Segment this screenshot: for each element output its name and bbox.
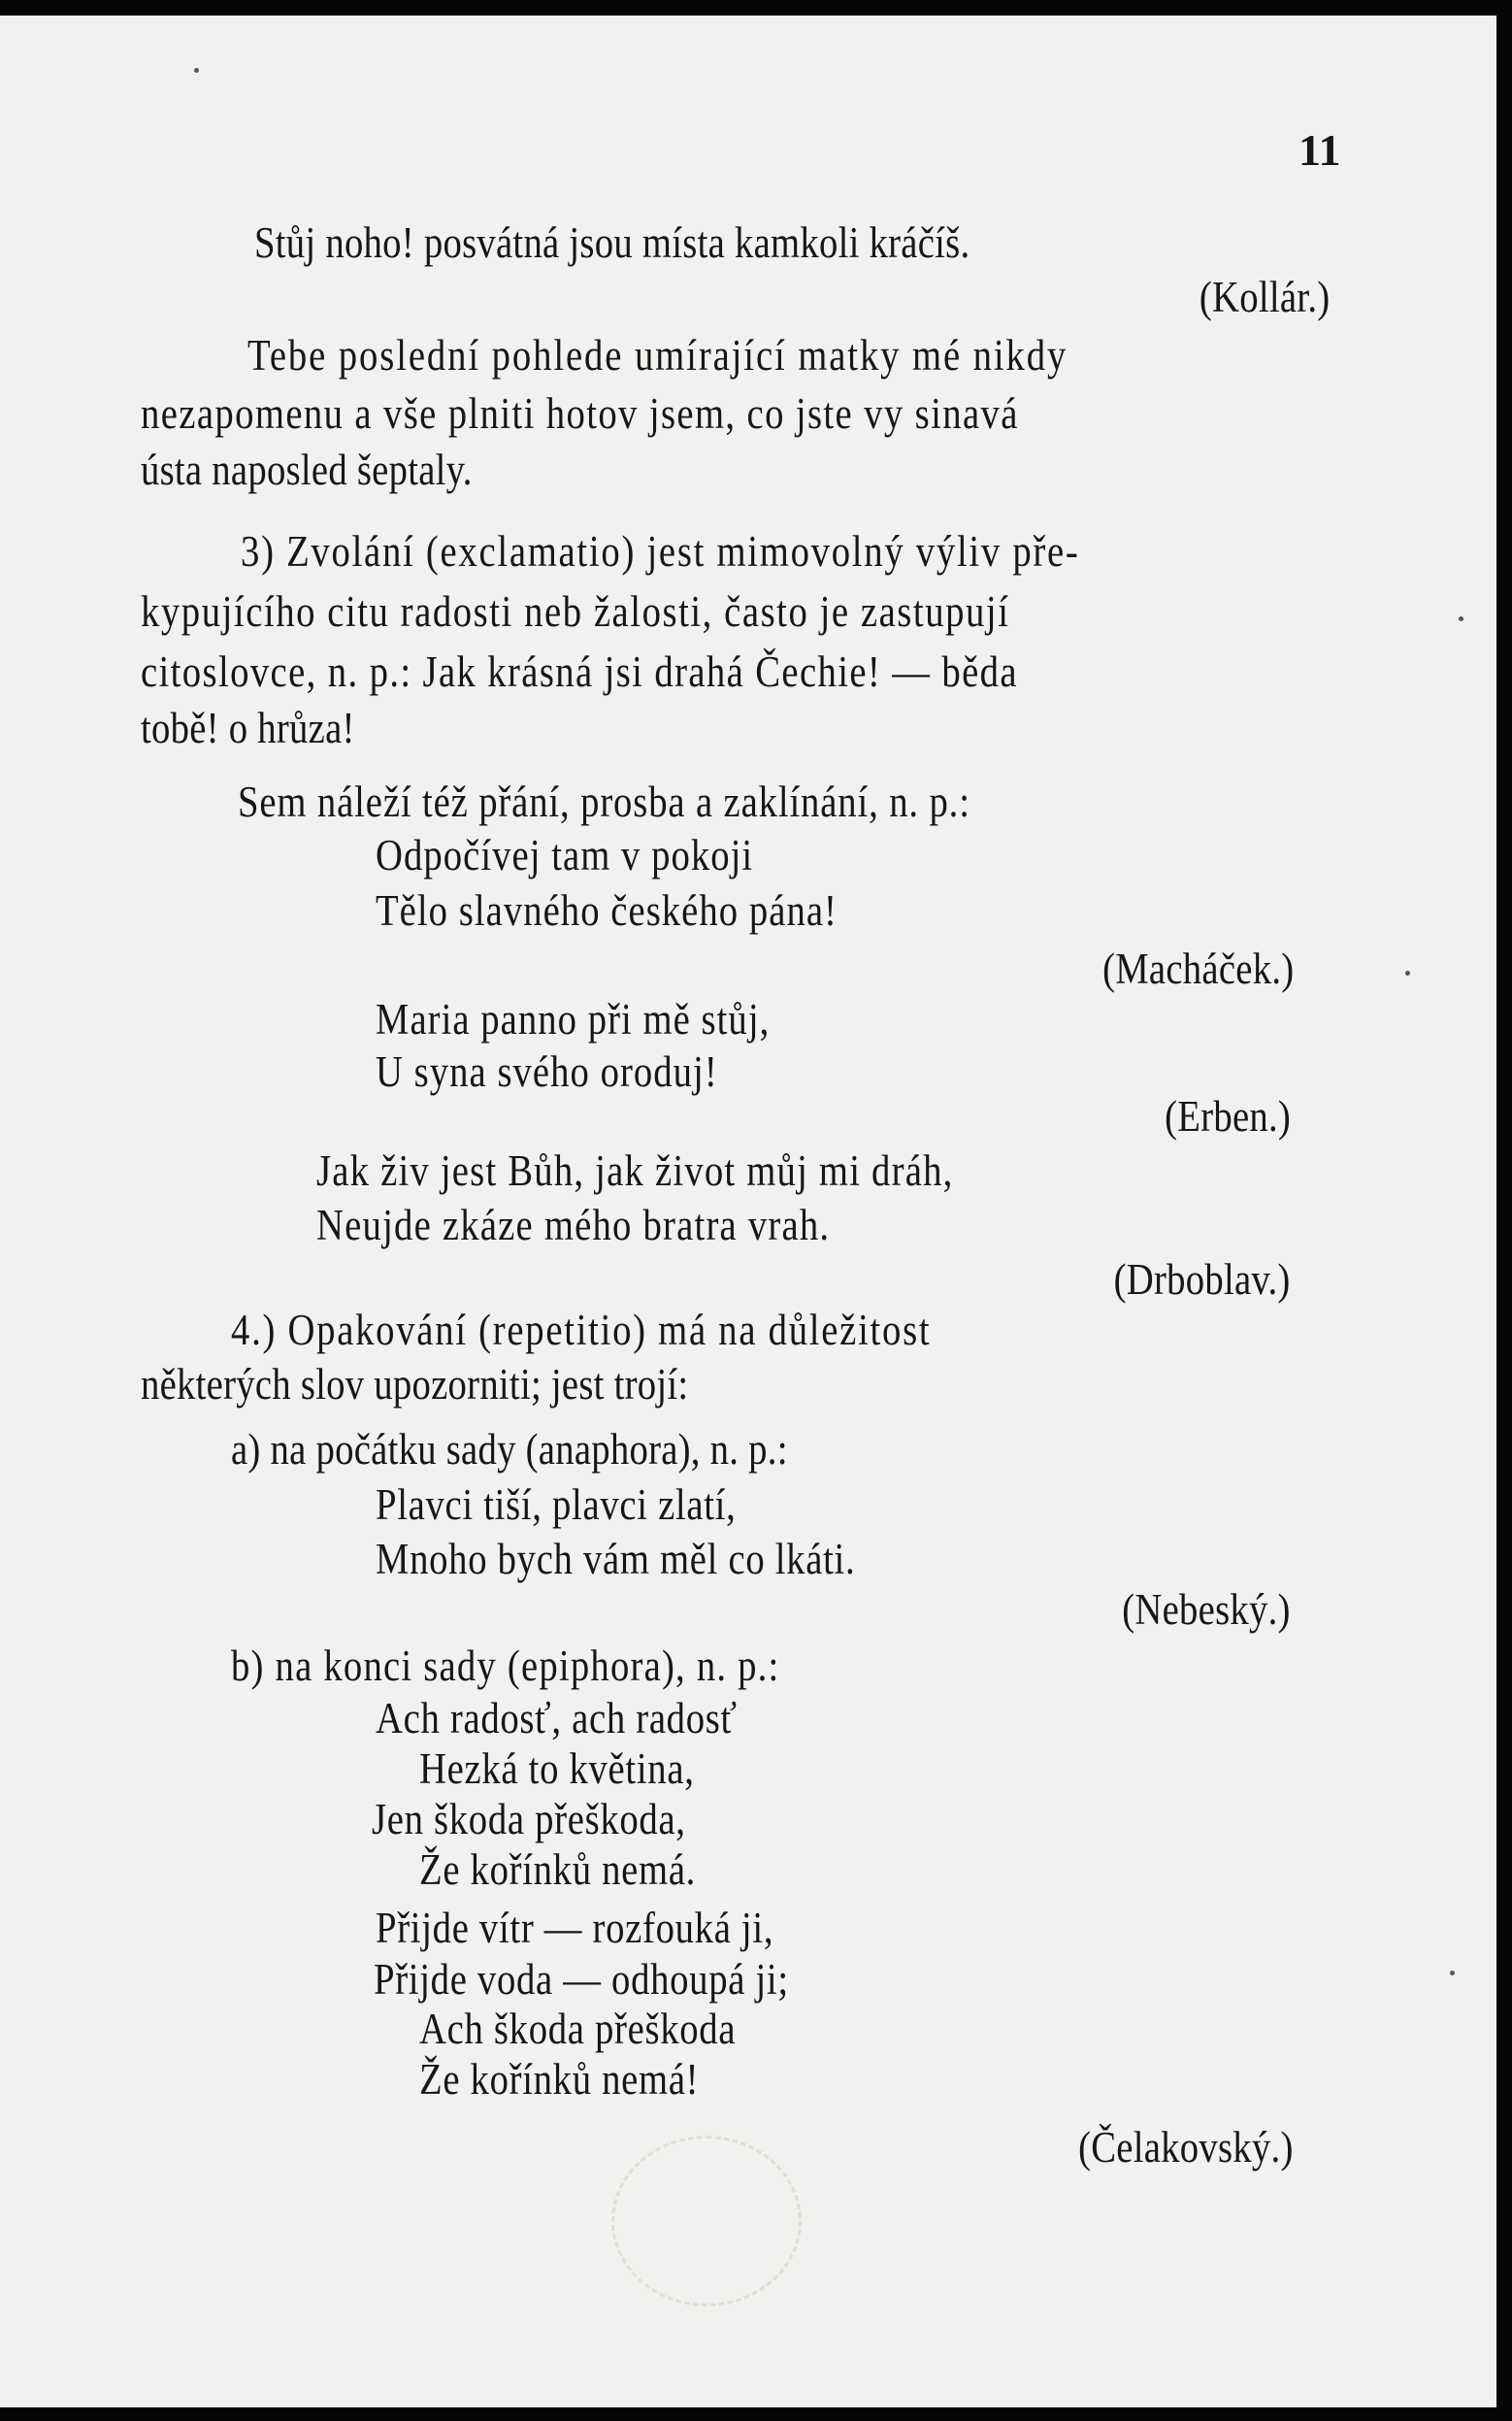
text-line: Sem náleží též přání, prosba a zaklínání, n. p.: <box>238 778 970 826</box>
citation: (Drboblav.) <box>1114 1255 1291 1304</box>
scan-border-right <box>1496 0 1512 2421</box>
scan-border-top <box>0 0 1512 16</box>
verse-line: Že kořínků nemá. <box>419 1845 697 1894</box>
text-line: a) na počátku sady (anaphora), n. p.: <box>231 1425 788 1474</box>
verse-line: Jen škoda přeškoda, <box>372 1795 686 1843</box>
citation: (Erben.) <box>1165 1092 1291 1141</box>
citation: (Čelakovský.) <box>1078 2123 1294 2172</box>
verse-line: Plavci tiší, plavci zlatí, <box>376 1480 737 1529</box>
scan-speck <box>1405 971 1410 976</box>
verse-line: Přijde voda — odhoupá ji; <box>374 1955 789 2004</box>
citation: (Macháček.) <box>1101 945 1294 993</box>
text-line: ústa naposled šeptaly. <box>141 446 473 494</box>
verse-line: Ach škoda přeškoda <box>419 2005 737 2053</box>
text-line: Stůj noho! posvátná jsou místa kamkoli kráčíš. <box>254 218 970 267</box>
verse-line: Ach radosť, ach radosť <box>376 1694 738 1742</box>
verse-line: U syna svého oroduj! <box>376 1047 718 1096</box>
text-line: nezapomenu a vše plniti hotov jsem, co jste vy sinavá <box>141 389 1019 438</box>
scan-speck <box>1459 616 1463 621</box>
verse-line: Odpočívej tam v pokoji <box>376 831 754 879</box>
text-line: 4.) Opakování (repetitio) má na důležitost <box>231 1306 932 1354</box>
verse-line: Maria panno při mě stůj, <box>376 995 771 1044</box>
text-line: 3) Zvolání (exclamatio) jest mimovolný výliv pře- <box>241 527 1080 576</box>
verse-line: Jak živ jest Bůh, jak život můj mi dráh, <box>316 1146 954 1195</box>
scan-border-bottom <box>0 2407 1512 2421</box>
scan-speck <box>194 68 199 73</box>
text-line: tobě! o hrůza! <box>141 704 355 752</box>
verse-line: Přijde vítr — rozfouká ji, <box>376 1904 774 1952</box>
text-line: kypujícího citu radosti neb žalosti, často je zastupují <box>141 587 1010 636</box>
verse-line: Že kořínků nemá! <box>419 2055 700 2104</box>
text-line: citoslovce, n. p.: Jak krásná jsi drahá Čechie! — běda <box>141 647 1018 696</box>
text-line: některých slov upozorniti; jest trojí: <box>141 1360 689 1409</box>
citation: (Nebeský.) <box>1122 1585 1291 1634</box>
faded-library-stamp <box>611 2136 802 2306</box>
verse-line: Mnoho bych vám měl co lkáti. <box>376 1535 856 1583</box>
scan-speck <box>1450 1971 1455 1975</box>
text-line: b) na konci sady (epiphora), n. p.: <box>231 1642 780 1690</box>
verse-line: Tělo slavného českého pána! <box>376 886 838 935</box>
page-number: 11 <box>1298 125 1341 175</box>
citation: (Kollár.) <box>1199 273 1330 321</box>
text-line: Tebe poslední pohlede umírající matky mé nikdy <box>247 331 1068 380</box>
verse-line: Neujde zkáze mého bratra vrah. <box>316 1201 831 1249</box>
verse-line: Hezká to květina, <box>419 1744 695 1793</box>
